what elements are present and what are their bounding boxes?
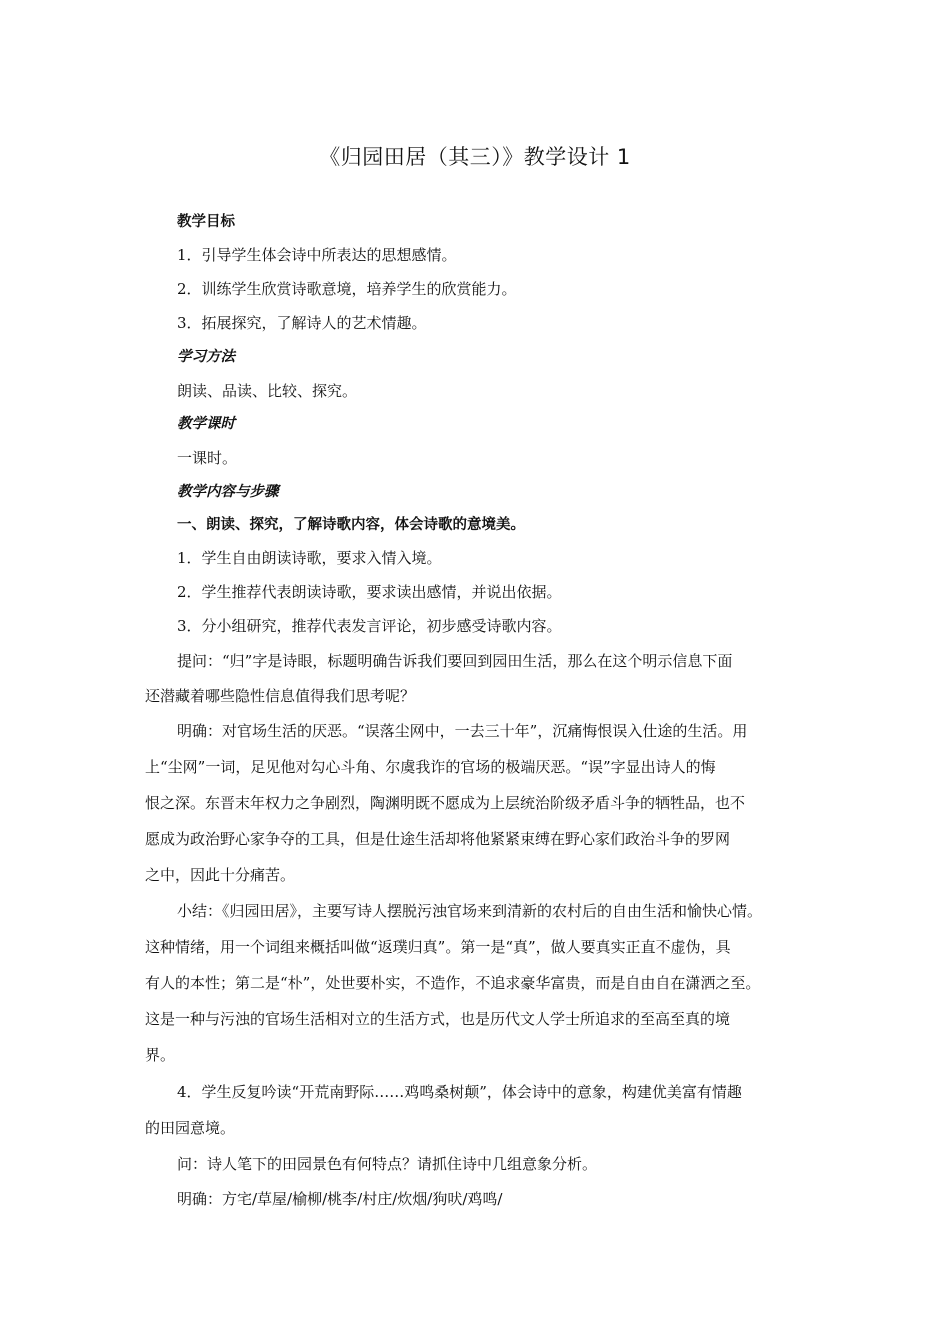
question2-text: 问：诗人笔下的田园景色有何特点？请抓住诗中几组意象分析。 — [177, 1155, 598, 1173]
clarify1-line: 恨之深。东晋末年权力之争剧烈，陶渊明既不愿成为上层统治阶级矛盾斗争的牺牲品，也不 — [145, 794, 746, 812]
step-item: 1．学生自由朗读诗歌，要求入情入境。 — [177, 549, 442, 567]
summary-line: 小结：《归园田居》，主要写诗人摆脱污浊官场来到清新的农村后的自由生活和愉快心情。 — [177, 902, 763, 920]
objective-item: 1．引导学生体会诗中所表达的思想感情。 — [177, 246, 457, 264]
objective-item: 3．拓展探究，了解诗人的艺术情趣。 — [177, 314, 427, 332]
period-text: 一课时。 — [177, 449, 238, 467]
clarify1-line: 之中，因此十分痛苦。 — [145, 866, 296, 884]
section1-heading: 一、朗读、探究，了解诗歌内容，体会诗歌的意境美。 — [177, 517, 525, 533]
clarify2-text: 明确：方宅/草屋/榆柳/桃李/村庄/炊烟/狗吠/鸡鸣/ — [177, 1190, 503, 1208]
content-heading: 教学内容与步骤 — [177, 484, 279, 500]
objective-item: 2．训练学生欣赏诗歌意境，培养学生的欣赏能力。 — [177, 280, 517, 298]
objectives-heading: 教学目标 — [177, 214, 235, 230]
clarify1-line: 明确：对官场生活的厌恶。“误落尘网中，一去三十年”，沉痛悔恨误入仕途的生活。用 — [177, 722, 748, 740]
clarify1-line: 上“尘网”一词，足见他对勾心斗角、尔虞我诈的官场的极端厌恶。“误”字显出诗人的悔 — [145, 758, 716, 776]
question1-line: 还潜藏着哪些隐性信息值得我们思考呢？ — [145, 687, 416, 705]
method-text: 朗读、品读、比较、探究。 — [177, 382, 358, 400]
clarify1-line: 愿成为政治野心家争夺的工具，但是仕途生活却将他紧紧束缚在野心家们政治斗争的罗网 — [145, 830, 731, 848]
question1-line: 提问：“归”字是诗眼，标题明确告诉我们要回到园田生活，那么在这个明示信息下面 — [177, 652, 733, 670]
step-item: 2．学生推荐代表朗读诗歌，要求读出感情，并说出依据。 — [177, 583, 562, 601]
step4-line: 的田园意境。 — [145, 1119, 236, 1137]
period-heading: 教学课时 — [177, 416, 235, 432]
document-title: 《归园田居（其三）》教学设计 1 — [319, 145, 631, 169]
step-item: 3．分小组研究，推荐代表发言评论，初步感受诗歌内容。 — [177, 617, 562, 635]
summary-line: 这种情绪，用一个词组来概括叫做“返璞归真”。第一是“真”，做人要真实正直不虚伪，具 — [145, 938, 731, 956]
method-heading: 学习方法 — [177, 349, 235, 365]
summary-line: 有人的本性；第二是“朴”，处世要朴实，不造作，不追求豪华富贵，而是自由自在潇洒之至。 — [145, 974, 761, 992]
summary-line: 这是一种与污浊的官场生活相对立的生活方式，也是历代文人学士所追求的至高至真的境 — [145, 1010, 731, 1028]
step4-line: 4．学生反复吟读“开荒南野际……鸡鸣桑树颠”，体会诗中的意象，构建优美富有情趣 — [177, 1083, 742, 1101]
summary-line: 界。 — [145, 1046, 176, 1064]
